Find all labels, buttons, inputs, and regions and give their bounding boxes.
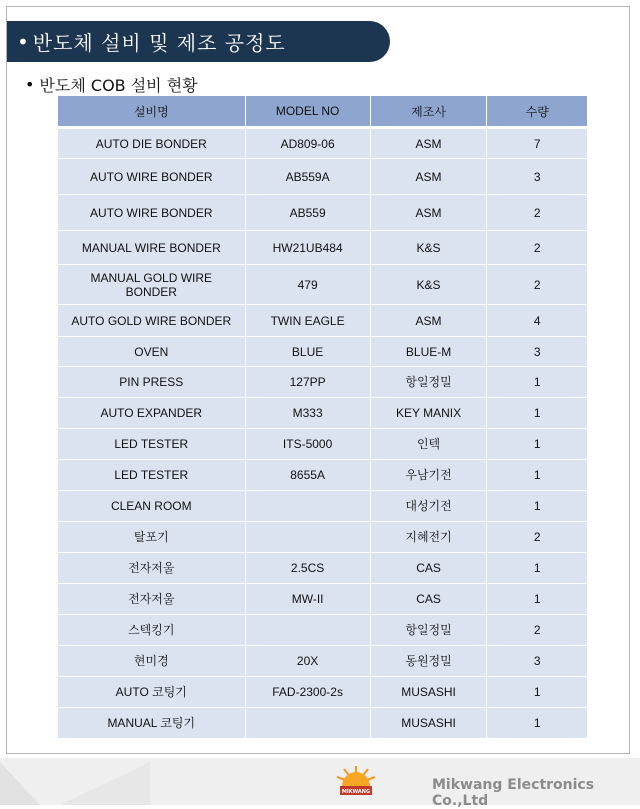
table-row bbox=[58, 231, 587, 265]
cell-equipment-name: 전자저울 bbox=[58, 553, 246, 584]
table-row bbox=[58, 584, 587, 615]
cell-manufacturer: 인텍 bbox=[371, 429, 488, 460]
table-row bbox=[58, 429, 587, 460]
cell-model-no: AD809-06 bbox=[246, 129, 371, 159]
table-row bbox=[58, 265, 587, 305]
cell-model-no: HW21UB484 bbox=[246, 231, 371, 265]
cell-quantity: 1 bbox=[487, 367, 587, 398]
table-body bbox=[58, 129, 587, 739]
cell-manufacturer: ASM bbox=[371, 159, 488, 195]
cell-equipment-name: 탈포기 bbox=[58, 522, 246, 553]
cell-manufacturer: K&S bbox=[371, 265, 488, 305]
cell-model-no: 8655A bbox=[246, 460, 371, 491]
cell-manufacturer: ASM bbox=[371, 195, 488, 231]
header-model-no: MODEL NO bbox=[246, 96, 371, 129]
cell-model-no: TWIN EAGLE bbox=[246, 305, 371, 337]
equipment-table bbox=[58, 96, 587, 739]
cell-equipment-name: 스텍킹기 bbox=[58, 615, 246, 646]
header-equipment-name: 설비명 bbox=[58, 96, 246, 129]
cell-model-no: AB559 bbox=[246, 195, 371, 231]
cell-manufacturer: 항일정밀 bbox=[371, 615, 488, 646]
title-banner bbox=[7, 21, 390, 62]
table-row bbox=[58, 491, 587, 522]
company-name: Mikwang Electronics Co.,Ltd bbox=[432, 777, 595, 809]
cell-manufacturer: KEY MANIX bbox=[371, 398, 488, 429]
cell-equipment-name: LED TESTER bbox=[58, 460, 246, 491]
section-subtitle bbox=[25, 73, 198, 96]
cell-equipment-name: AUTO EXPANDER bbox=[58, 398, 246, 429]
cell-quantity: 2 bbox=[487, 615, 587, 646]
table-row bbox=[58, 305, 587, 337]
subtitle-text: 반도체 COB 설비 현황 bbox=[39, 76, 198, 95]
footer-decoration bbox=[0, 762, 40, 805]
cell-manufacturer: MUSASHI bbox=[371, 677, 488, 708]
table-row bbox=[58, 398, 587, 429]
cell-model-no bbox=[246, 708, 371, 739]
table-row bbox=[58, 367, 587, 398]
cell-equipment-name: 전자저울 bbox=[58, 584, 246, 615]
cell-equipment-name: MANUAL GOLD WIRE BONDER bbox=[58, 265, 246, 305]
table-row bbox=[58, 337, 587, 367]
table-row bbox=[58, 553, 587, 584]
cell-model-no: 2.5CS bbox=[246, 553, 371, 584]
cell-manufacturer: MUSASHI bbox=[371, 708, 488, 739]
cell-model-no: FAD-2300-2s bbox=[246, 677, 371, 708]
cell-model-no bbox=[246, 615, 371, 646]
company-logo bbox=[334, 764, 378, 802]
cell-equipment-name: OVEN bbox=[58, 337, 246, 367]
cell-model-no bbox=[246, 491, 371, 522]
cell-quantity: 1 bbox=[487, 429, 587, 460]
header-quantity: 수량 bbox=[487, 96, 587, 129]
cell-manufacturer: CAS bbox=[371, 584, 488, 615]
cell-manufacturer: 우남기전 bbox=[371, 460, 488, 491]
cell-manufacturer: 지혜전기 bbox=[371, 522, 488, 553]
cell-quantity: 1 bbox=[487, 553, 587, 584]
cell-model-no: BLUE bbox=[246, 337, 371, 367]
cell-model-no: 20X bbox=[246, 646, 371, 677]
cell-equipment-name: AUTO GOLD WIRE BONDER bbox=[58, 305, 246, 337]
cell-quantity: 2 bbox=[487, 265, 587, 305]
cell-equipment-name: CLEAN ROOM bbox=[58, 491, 246, 522]
cell-equipment-name: AUTO WIRE BONDER bbox=[58, 159, 246, 195]
cell-equipment-name: AUTO 코팅기 bbox=[58, 677, 246, 708]
cell-quantity: 3 bbox=[487, 646, 587, 677]
cell-equipment-name: AUTO WIRE BONDER bbox=[58, 195, 246, 231]
logo-text: MIKWANG bbox=[341, 789, 371, 795]
cell-manufacturer: ASM bbox=[371, 129, 488, 159]
cell-equipment-name: 현미경 bbox=[58, 646, 246, 677]
cell-quantity: 7 bbox=[487, 129, 587, 159]
header-manufacturer: 제조사 bbox=[371, 96, 488, 129]
table-row bbox=[58, 195, 587, 231]
cell-manufacturer: 항일정밀 bbox=[371, 367, 488, 398]
cell-quantity: 1 bbox=[487, 677, 587, 708]
cell-quantity: 1 bbox=[487, 584, 587, 615]
table-row bbox=[58, 129, 587, 159]
table-row bbox=[58, 159, 587, 195]
table-row bbox=[58, 677, 587, 708]
cell-equipment-name: AUTO DIE BONDER bbox=[58, 129, 246, 159]
table-row bbox=[58, 460, 587, 491]
cell-model-no: 127PP bbox=[246, 367, 371, 398]
cell-quantity: 2 bbox=[487, 195, 587, 231]
cell-equipment-name: LED TESTER bbox=[58, 429, 246, 460]
table-row bbox=[58, 708, 587, 739]
cell-quantity: 1 bbox=[487, 460, 587, 491]
page-title: 반도체 설비 및 제조 공정도 bbox=[32, 31, 286, 55]
cell-manufacturer: BLUE-M bbox=[371, 337, 488, 367]
cell-quantity: 2 bbox=[487, 522, 587, 553]
cell-quantity: 1 bbox=[487, 708, 587, 739]
cell-equipment-name: MANUAL 코팅기 bbox=[58, 708, 246, 739]
footer-decoration bbox=[60, 762, 150, 805]
cell-quantity: 1 bbox=[487, 491, 587, 522]
cell-model-no: AB559A bbox=[246, 159, 371, 195]
cell-manufacturer: CAS bbox=[371, 553, 488, 584]
cell-quantity: 4 bbox=[487, 305, 587, 337]
cell-model-no: M333 bbox=[246, 398, 371, 429]
cell-model-no: 479 bbox=[246, 265, 371, 305]
table-header-row bbox=[58, 96, 587, 129]
bullet-icon: • bbox=[25, 75, 35, 94]
cell-quantity: 3 bbox=[487, 159, 587, 195]
cell-manufacturer: 동원정밀 bbox=[371, 646, 488, 677]
table-row bbox=[58, 522, 587, 553]
bullet-icon: • bbox=[17, 29, 29, 54]
cell-quantity: 3 bbox=[487, 337, 587, 367]
table-row bbox=[58, 615, 587, 646]
cell-manufacturer: 대성기전 bbox=[371, 491, 488, 522]
cell-quantity: 1 bbox=[487, 398, 587, 429]
cell-manufacturer: ASM bbox=[371, 305, 488, 337]
table-row bbox=[58, 646, 587, 677]
cell-equipment-name: PIN PRESS bbox=[58, 367, 246, 398]
cell-model-no: MW-II bbox=[246, 584, 371, 615]
cell-model-no: ITS-5000 bbox=[246, 429, 371, 460]
cell-quantity: 2 bbox=[487, 231, 587, 265]
cell-model-no bbox=[246, 522, 371, 553]
cell-equipment-name: MANUAL WIRE BONDER bbox=[58, 231, 246, 265]
cell-manufacturer: K&S bbox=[371, 231, 488, 265]
